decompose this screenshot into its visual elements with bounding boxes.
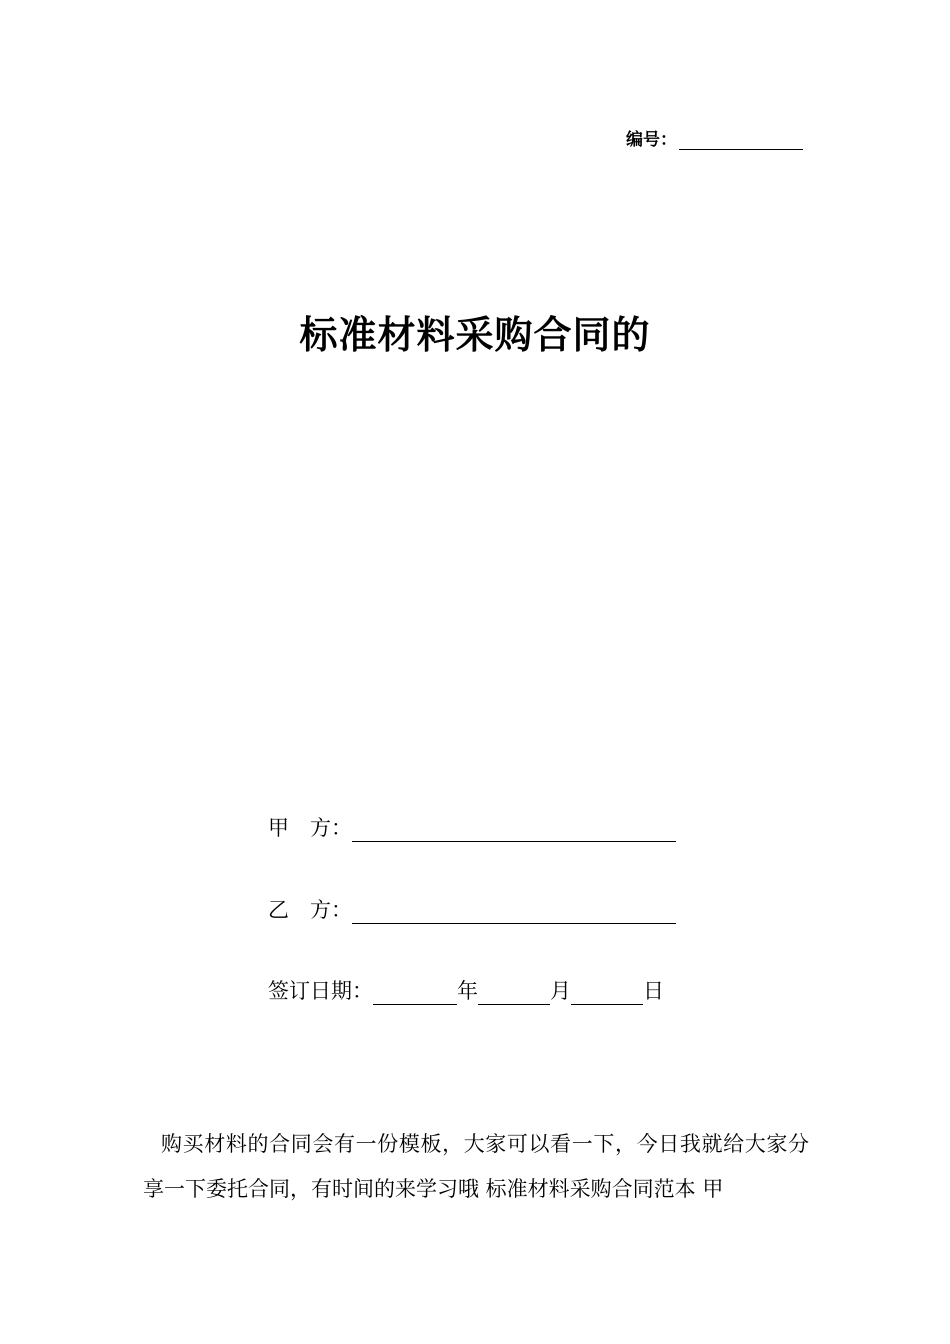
document-title: 标准材料采购合同的 xyxy=(299,313,651,357)
year-label: 年 xyxy=(457,979,478,1003)
party-b-label: 乙 方： xyxy=(268,898,352,922)
contract-number-line xyxy=(626,124,803,150)
party-a-label: 甲 方： xyxy=(268,816,352,840)
contract-number-label: 编号： xyxy=(626,130,677,150)
intro-paragraph: 购买材料的合同会有一份模板，大家可以看一下，今日我就给大家分享一下委托合同，有时间的来学习哦 标准材料采购合同范本 甲 xyxy=(143,1132,809,1201)
day-label: 日 xyxy=(643,979,664,1003)
party-a-blank xyxy=(352,817,676,842)
month-label: 月 xyxy=(550,979,571,1003)
party-a-row xyxy=(268,812,676,842)
party-b-blank xyxy=(352,899,676,924)
party-b-row xyxy=(268,894,676,924)
day-blank xyxy=(571,980,643,1005)
month-blank xyxy=(478,980,550,1005)
sign-date-label: 签订日期： xyxy=(268,979,373,1003)
year-blank xyxy=(373,980,457,1005)
contract-number-blank xyxy=(679,129,803,150)
sign-date-row xyxy=(268,975,664,1005)
